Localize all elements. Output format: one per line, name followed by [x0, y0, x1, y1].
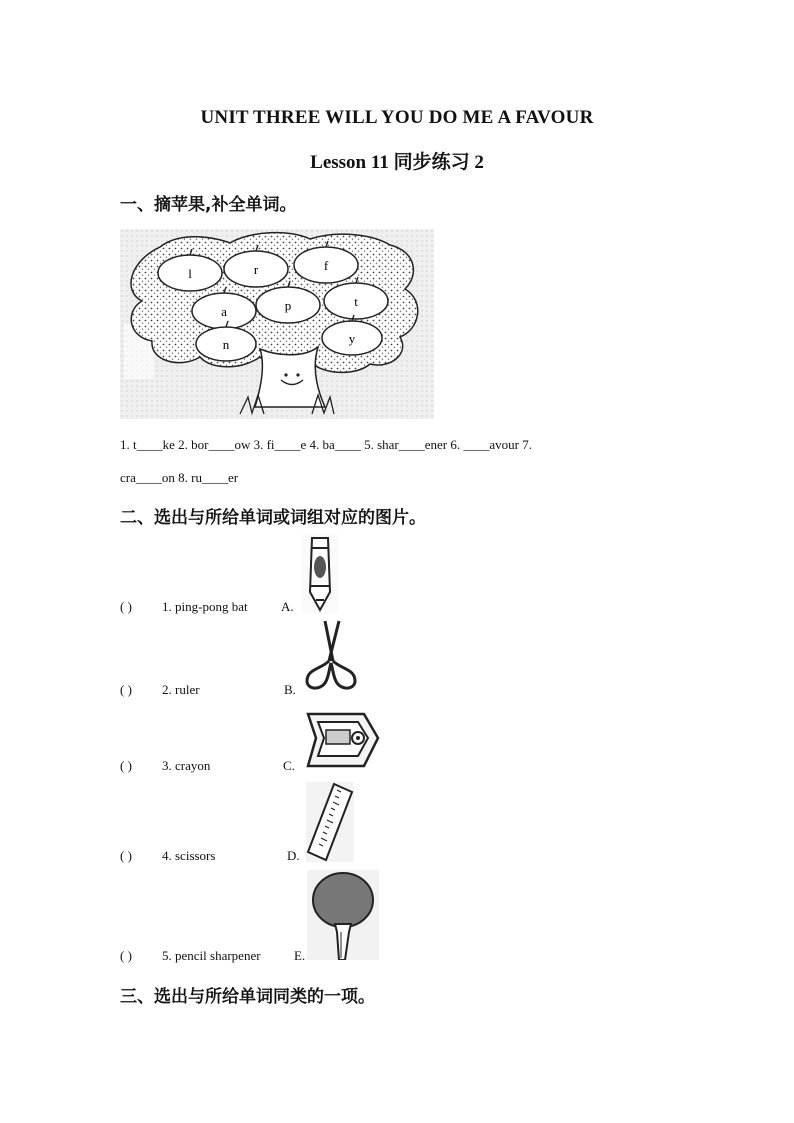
section-3-heading: 三、选出与所给单词同类的一项。: [120, 987, 375, 1007]
section-2-heading: 二、选出与所给单词或词组对应的图片。: [120, 508, 426, 528]
crayon-icon: [302, 534, 338, 614]
apple-letter-p: p: [284, 298, 292, 313]
option-d-label: D.: [287, 848, 300, 863]
fill-words-line-2: cra____on 8. ru____er: [120, 470, 239, 485]
option-b-label: B.: [284, 682, 296, 697]
page-subtitle: Lesson 11 同步练习 2: [310, 152, 484, 173]
option-a-label: A.: [281, 599, 294, 614]
apple-letter-a: a: [221, 304, 227, 319]
item-4-word: 4. scissors: [162, 848, 216, 863]
item-5-word: 5. pencil sharpener: [162, 948, 261, 963]
apple-letter-y: y: [348, 331, 356, 346]
apple-letter-n: n: [222, 337, 230, 352]
ping-pong-bat-icon: [307, 870, 379, 960]
answer-bracket-1[interactable]: ( ): [120, 599, 132, 614]
fill-words-line-1: 1. t____ke 2. bor____ow 3. fi____e 4. ba____ 5. shar____ener 6. ____avour 7.: [120, 437, 532, 452]
pencil-sharpener-icon: [302, 708, 382, 772]
option-e-label: E.: [294, 948, 306, 963]
answer-bracket-5[interactable]: ( ): [120, 948, 132, 963]
item-2-word: 2. ruler: [162, 682, 200, 697]
ruler-icon: [306, 782, 354, 862]
option-c-label: C.: [283, 758, 295, 773]
page-title: UNIT THREE WILL YOU DO ME A FAVOUR: [200, 107, 594, 128]
scissors-icon: [303, 617, 359, 695]
apple-tree-illustration: [120, 229, 434, 419]
answer-bracket-4[interactable]: ( ): [120, 848, 132, 863]
item-3-word: 3. crayon: [162, 758, 211, 773]
answer-bracket-3[interactable]: ( ): [120, 758, 132, 773]
apple-letter-t: t: [354, 294, 358, 309]
item-1-word: 1. ping-pong bat: [162, 599, 248, 614]
apple-letter-f: f: [323, 258, 329, 273]
section-1-heading: 一、摘苹果,补全单词。: [120, 195, 297, 215]
apple-letter-r: r: [253, 262, 259, 277]
answer-bracket-2[interactable]: ( ): [120, 682, 132, 697]
apple-letter-l: l: [188, 266, 192, 281]
